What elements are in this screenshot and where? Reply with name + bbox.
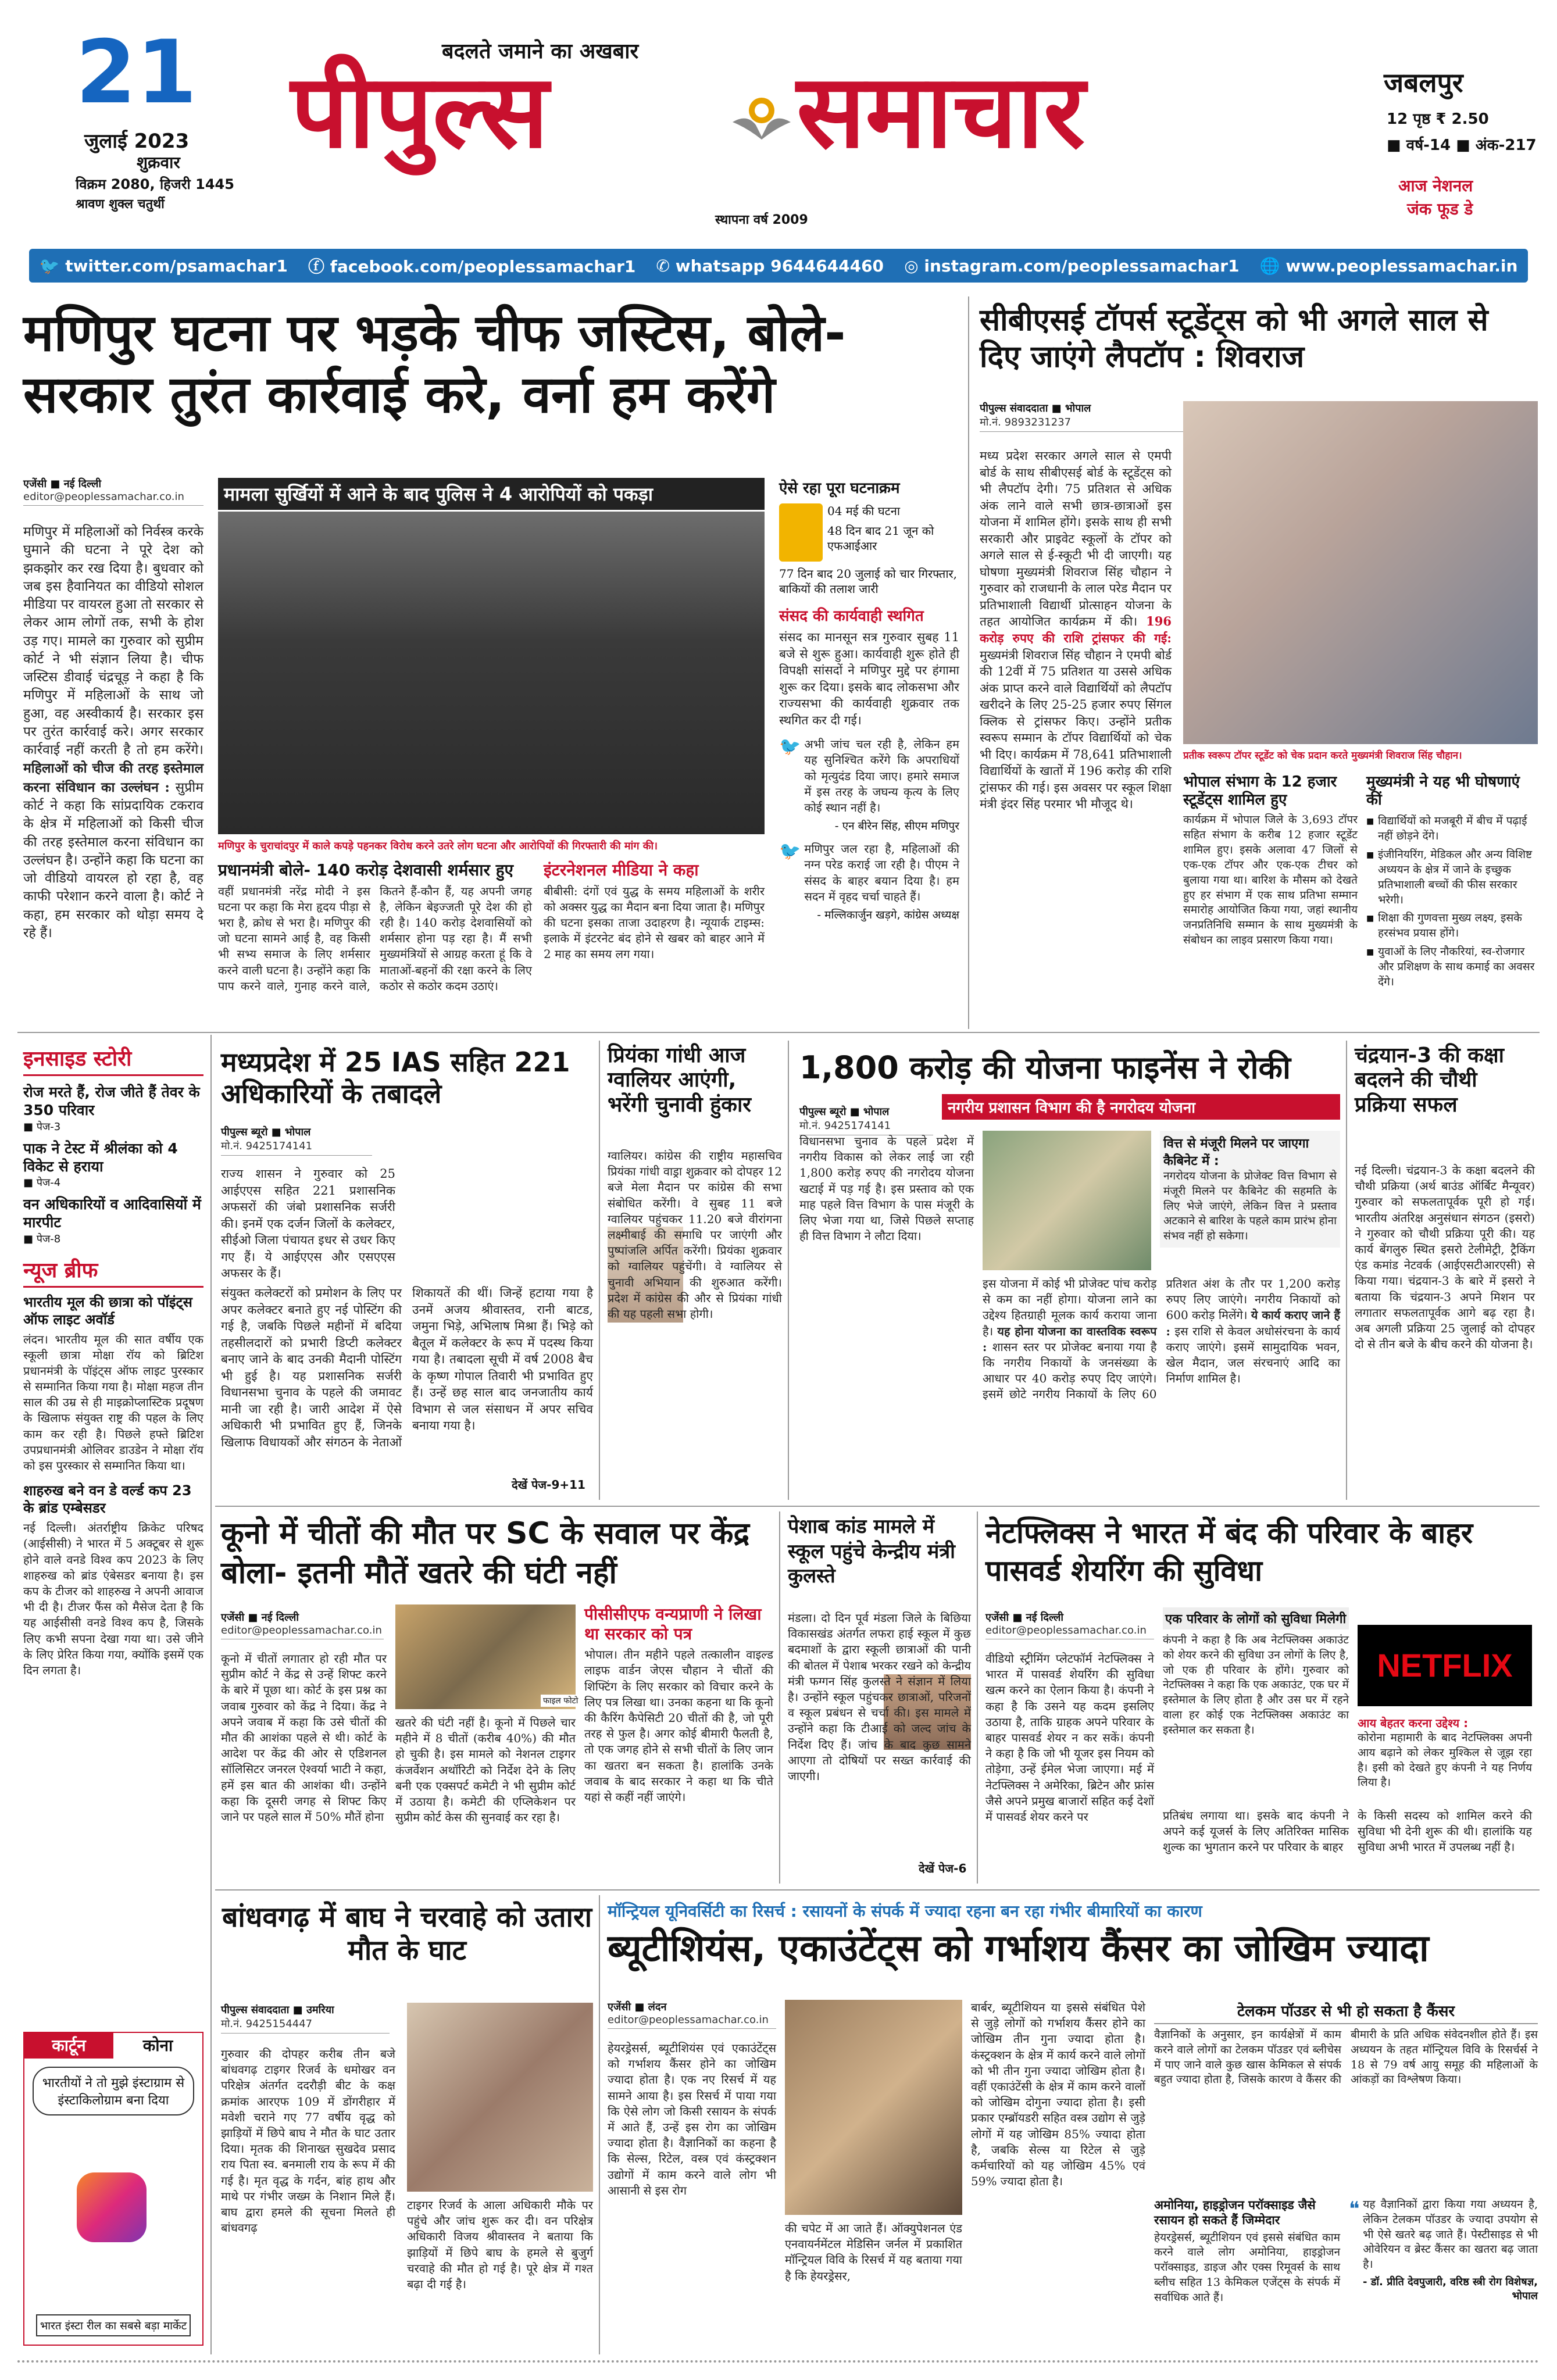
cbse-byline: पीपुल्स संवाददाता ■ भोपाल मो.नं. 9893231237 xyxy=(980,401,1224,432)
talc-box xyxy=(1154,2000,1538,2088)
intl-media-title: इंटरनेशनल मीडिया ने कहा xyxy=(544,860,699,880)
social-bar xyxy=(29,249,1528,283)
cm-announcements-list xyxy=(1366,814,1538,989)
lead-byline: एजेंसी ■ नई दिल्ली editor@peoplessamachar.co.in xyxy=(23,477,203,506)
timeline-box xyxy=(779,477,959,922)
inside-story-title: इनसाइड स्टोरी xyxy=(23,1044,203,1076)
edition-city: जबलपुर xyxy=(1384,67,1463,98)
instagram-icon: ◎ xyxy=(904,256,924,276)
doctor-quote: ❝ यह वैज्ञानिकों द्वारा किया गया अध्ययन है, लेकिन टेलकम पॉउडर के ज्यादा उपयोग से भी ऐसे खतरे बढ़ जाते हैं। पेस्टीसाइड से भी ओवेरियन व ब्रेस्ट कैंसर का खतरा बढ़ जाता है। - डॉ. प्रीति देवपुजारी, वरिष्ठ स्त्री रोग विशेषज्ञ, भोपाल xyxy=(1349,2197,1538,2303)
shravan-tithi: श्रावण शुक्ल चतुर्थी xyxy=(76,197,165,212)
tweet-cm-author: - एन बीरेन सिंह, सीएम मणिपुर xyxy=(834,820,959,833)
inside-item-2[interactable]: पाक ने टेस्ट में श्रीलंका को 4 विकेट से हराया ■ पेज-4 xyxy=(23,1139,178,1189)
pccf-body: भोपाल। तीन महीने पहले तत्कालीन वाइल्ड लाइफ वार्डन जेएस चौहान ने चीतों की शिफ्टिंग के लिए सरकार को विचार करने के लिए पत्र लिखा था। उनका कहना था कि कूनो की कैरिंग कैपेसिटी 20 चीतों की है, जो पूरी तरह से फुल है। अगर कोई बीमारी फैलती है, तो एक जगह होने से सभी चीतों के लिए जान का खतरा बन सकता है। हालांकि उनके जवाब के बाद सरकार ने कहा था कि चीते यहां से कहीं नहीं जाएंगे। xyxy=(584,1648,773,1804)
today-day-name: जंक फूड डे xyxy=(1407,199,1473,219)
pm-title: प्रधानमंत्री बोले- 140 करोड़ देशवासी शर्मसार हुए xyxy=(218,860,514,880)
twitter-link[interactable]: 🐦 twitter.com/psamachar1 xyxy=(39,256,288,276)
intl-media xyxy=(544,860,765,963)
tweet-kharge: मणिपुर जल रहा है, महिलाओं की नग्न परेड कराई जा रही है। पीएम ने संसद के बाहर बयान दिया है। हम सदन में वृहद चर्चा चाहते हैं। xyxy=(804,842,959,903)
peshab-headline: पेशाब कांड मामले में स्कूल पहुंचे केन्द्रीय मंत्री कुलस्ते xyxy=(788,1515,955,1588)
lead-body: मणिपुर में महिलाओं को निर्वस्त्र करके घुमाने की घटना ने पूरे देश को झकझोर कर रख दिया है। बुधवार को जब इस हैवानियत का वीडियो सोशल मीडिया पर वायरल हुआ तो सरकार से लेकर आम लोगों तक, सभी के होश उड़ गए। मामले का गुरुवार को सुप्रीम कोर्ट ने भी संज्ञान लिया है। चीफ जस्टिस डीवाई चंद्रचूड़ ने कहा है कि मणिपुर में महिलाओं के साथ जो हुआ, वह अस्वीकार्य है। सरकार इस पर तुरंत कार्रवाई करे। अगर सरकार कार्रवाई नहीं करती है तो हम करेंगे। महिलाओं को चीज की तरह इस्तेमाल करना संविधान का उल्लंघन : सुप्रीम कोर्ट ने कहा कि सांप्रदायिक टकराव के क्षेत्र में महिलाओं को किसी चीज की तरह इस्तेमाल करना संविधान का उल्लंघन है। उन्होंने कहा कि घटना का जो वीडियो वायरल हो रहा है, वह काफी परेशान करने वाला है। कोर्ट ने कहा, हम सरकार को थोड़ा समय दे रहे हैं। xyxy=(23,524,204,941)
netflix-byline: एजेंसी ■ नई दिल्ली editor@peoplessamachar.co.in xyxy=(985,1610,1154,1639)
ammonia-box: अमोनिया, हाइड्रोजन परॉक्साइड जैसे रसायन हो सकते हैं जिम्मेदार हेयरड्रेसर्स, ब्यूटीशियन एवं इससे संबंधित काम करने वाले लोग अमोनिया, हाइड्रोजन परॉक्साइड, डाइज और एक्स रिमूवर्स के साथ ब्लीच सहित 13 केमिकल एजेंट्स के संपर्क में सर्वाधिक आते हैं। xyxy=(1154,2198,1340,2304)
cancer-kicker: मॉन्ट्रियल यूनिवर्सिटी का रिसर्च : रसायनों के संपर्क में ज्यादा रहना बन रहा गंभीर बीमारियों का कारण xyxy=(608,1902,1202,1921)
victim-photo xyxy=(407,2003,593,2192)
scheme-body: विधानसभा चुनाव के पहले प्रदेश में नगरीय विकास को लेकर लाई जा रही 1,800 करोड़ रुपए की नगरोदय योजना खटाई में पड़ गई है। इस प्रस्ताव को एक माह पहले वित्त विभाग के पास मंजूरी के लिए भेजा गया था, जिसे पिछले सप्ताह ही वित्त विभाग ने लौटा दिया। xyxy=(799,1134,974,1243)
whatsapp-link[interactable]: ✆ whatsapp 9644644460 xyxy=(656,256,884,276)
twitter-icon: 🐦 xyxy=(779,841,801,862)
cheetah-photo xyxy=(395,1604,576,1709)
ias-byline: पीपुल्स ब्यूरो ■ भोपाल मो.नं. 9425174141 xyxy=(221,1125,372,1156)
pm-body: वहीं प्रधानमंत्री नरेंद्र मोदी ने इस घटना पर कहा कि मेरा हृदय पीड़ा से भरा है, क्रोध से भरा है। मणिपुर की जो घटना सामने आई है, वह किसी भी सभ्य समाज के लिए शर्मसार करने वाली घटना है। उन्होंने कहा कि पाप करने वाले, गुनाह करने वाले, कितने हैं-कौन हैं, यह अपनी जगह है, लेकिन बेइज्जती पूरे देश की हो रही है। 140 करोड़ देशवासियों को शर्मसार होना पड़ रहा है। मैं सभी मुख्यमंत्रियों से आग्रह करता हूं कि वे माताओं-बहनों की रक्षा करने के लिए कठोर से कठोर कदम उठाएं। xyxy=(218,884,532,993)
tiger-body-2: टाइगर रिजर्व के आला अधिकारी मौके पर पहुंचे और जांच शुरू कर दी। वन परिक्षेत्र अधिकारी विजय श्रीवास्तव ने बताया कि झाड़ियों में छिपे बाघ के हमले से बुजुर्ग चरवाहे की मौत हो गई है। पूरे क्षेत्र में गश्त बढ़ा दी गई है। xyxy=(407,2198,593,2291)
founded-year: स्थापना वर्ष 2009 xyxy=(715,213,808,227)
cm-announcements xyxy=(1366,773,1538,993)
file-photo-tag: फाइल फोटो xyxy=(541,1695,580,1707)
scheme-body-2: इस योजना में कोई भी प्रोजेक्ट पांच करोड़ से कम का नहीं होगा। योजना लाने का उद्देश्य हितग्राही मूलक कार्य कराया जाना है। यह होना योजना का वास्तविक स्वरूप : शासन स्तर पर प्रोजेक्ट बनाया गया है कि नगरीय निकायों के जनसंख्या के आधार पर 40 करोड़ रुपए दिए जाएंगे। इसमें छोटे नगरीय निकायों के लिए 60 प्रतिशत अंश के तौर पर 1,200 करोड़ रुपए लिए जाएंगे। नगरीय निकायों को 600 करोड़ मिलेंगे। ये कार्य कराए जाने हैं : इस राशि से केवल अधोसंरचना के कार्य कराए जाएंगे। इसमें सामुदायिक भवन, खेल मैदान, जल संरचनाएं आदि का निर्माण शामिल है। xyxy=(983,1277,1341,1402)
cbse-cm-photo xyxy=(1183,401,1538,744)
kuno-body-2: खतरे की घंटी नहीं है। कूनो में पिछले चार महीने में 8 चीतों (करीब 40%) की मौत हो चुकी है। इस मामले को नेशनल टाइगर कंजर्वेशन अथॉरिटी को निर्देश देने के लिए बनी एक एक्सपर्ट कमेटी ने भी सुप्रीम कोर्ट में उठाया है। कमेटी की एप्लिकेशन पर सुप्रीम कोर्ट केस की सुनवाई कर रहा है। xyxy=(395,1716,576,1825)
tweet-cm-manipur: अभी जांच चल रही है, लेकिन हम यह सुनिश्चित करेंगे कि अपराधियों को मृत्युदंड दिया जाए। हमारे समाज में इस तरह के जघन्य कृत्य के लिए कोई स्थान नहीं है। xyxy=(804,737,959,815)
pccf-box xyxy=(584,1604,773,1805)
kuno-headline: कूनो में चीतों की मौत पर SC के सवाल पर केंद्र बोला- इतनी मौतें खतरे की घंटी नहीं xyxy=(221,1516,750,1591)
tiger-byline: पीपुल्स संवाददाता ■ उमरिया मो.नं. 9425154447 xyxy=(221,2003,390,2034)
ias-body-1: राज्य शासन ने गुरुवार को 25 आईएएस सहित 221 प्रशासनिक अफसरों की जंबो प्रशासनिक सर्जरी की। इनमें एक दर्जन जिलों के कलेक्टर, सीईओ जिला पंचायत इधर से उधर किए गए हैं। ये आईएएस और एसएएस अफसर के हैं। xyxy=(221,1167,395,1281)
ias-more[interactable]: देखें पेज-9+11 xyxy=(512,1478,585,1492)
instagram-link[interactable]: ◎ instagram.com/peoplessamachar1 xyxy=(904,256,1240,276)
inside-item-3[interactable]: वन अधिकारियों व आदिवासियों में मारपीट ■ पेज-8 xyxy=(23,1196,201,1245)
paper-title-left: पीपुल्स xyxy=(291,53,549,171)
timeline-item-3: 77 दिन बाद 20 जुलाई को चार गिरफ्तार, बाकियों की तलाश जारी xyxy=(779,567,958,596)
pccf-title: पीसीसीएफ वन्यप्राणी ने लिखा था सरकार को पत्र xyxy=(584,1604,762,1643)
tagline: बदलते जमाने का अखबार xyxy=(442,40,639,63)
brief-2-body: नई दिल्ली। अंतर्राष्ट्रीय क्रिकेट परिषद (आईसीसी) ने भारत में 5 अक्टूबर से शुरू होने वाले वनडे विश्व कप 2023 के लिए शाहरुख को ब्रांड एंबेसडर बनाया है। इस कप के टीजर को शाहरुख ने अपनी आवाज भी दी है। टीजर फैंस को मैसेज देता है कि यह आईसीसी वनडे विश्व कप है, जिसके लिए कभी सपना देखा गया था। उसे जीने के लिए प्रेरित किया गया, क्योंकि इसमें एक दिन लगता है। xyxy=(23,1521,203,1677)
brief-2-title: शाहरुख बने वन डे वर्ल्ड कप 23 के ब्रांड एम्बेसडर xyxy=(23,1482,192,1517)
ias-body-2: संयुक्त कलेक्टरों को प्रमोशन के लिए पर अपर कलेक्टर बनाते हुए नई पोस्टिंग की गई है, जबकि पिछले महीनों में बदिया तहसीलदारों को प्रभारी डिप्टी कलेक्टर बनाए जाने के बाद उनकी मैदानी पोस्टिंग भी हुई है। यह प्रशासनिक सर्जरी विधानसभा चुनाव के पहले की जमावट मानी जा रही है। जारी आदेश में ऐसे अधिकारी भी प्रभावित हुए हैं, जिनके खिलाफ विधायकों और संगठन के नेताओं शिकायतें की थीं। जिन्हें हटाया गया है उनमें अजय श्रीवास्तव, रानी बाटड, जमुना भिड़े, अभिलाष मिश्रा हैं। भिड़े को बैतूल में कलेक्टर के रूप में पदस्थ किया गया है। तबादला सूची में वर्ष 2008 बैच के कृष्ण गोपाल तिवारी भी प्रभावित हुए हैं। उन्हें छह साल बाद जनजातीय कार्य विभाग से जल संसाधन में अपर सचिव बनाया गया है। xyxy=(221,1286,593,1449)
list-item: ■ शिक्षा की गुणवत्ता मुख्य लक्ष्य, इसके हरसंभव प्रयास होंगे। xyxy=(1366,911,1538,941)
timeline-item-2: 48 दिन बाद 21 जून को एफआईआर xyxy=(827,524,934,553)
scheme-headline: 1,800 करोड़ की योजना फाइनेंस ने रोकी xyxy=(799,1049,1291,1086)
parliament-title: संसद की कार्यवाही स्थगित xyxy=(779,607,924,625)
cbse-photo-caption: प्रतीक स्वरूप टॉपर स्टूडेंट को चेक प्रदान करते मुख्यमंत्री शिवराज सिंह चौहान। xyxy=(1183,750,1462,762)
talc-title: टेलकम पॉउडर से भी हो सकता है कैंसर xyxy=(1154,2000,1538,2024)
netflix-box-body: कंपनी ने कहा है कि अब नेटफ्लिक्स अकाउंट को शेयर करने की सुविधा उन लोगों के लिए है, जो एक ही परिवार के होंगे। गुरुवार को नेटफ्लिक्स ने कहा कि एक अकाउंट, एक घर में इस्तेमाल के लिए होता है और उस घर में रहने वाला हर कोई एक नेटफ्लिक्स अकाउंट का इस्तेमाल कर सकता है। xyxy=(1163,1634,1349,1736)
facebook-link[interactable]: ⓕ facebook.com/peoplessamachar1 xyxy=(308,257,636,276)
netflix-body-2: प्रतिबंध लगाया था। इसके बाद कंपनी ने अपने कई यूजर्स के लिए अतिरिक्त मासिक शुल्क का भुगतान करने पर परिवार के बाहर xyxy=(1163,1809,1349,1854)
cartoon-caption: भारत इंस्टा रील का सबसे बड़ा मार्केट xyxy=(36,2314,191,2336)
today-day-label: आज नेशनल xyxy=(1398,176,1473,195)
cancer-body-3: बार्बर, ब्यूटीशियन या इससे संबंधित पेशे से जुड़े लोगों को गर्भाशय कैंसर होने का जोखिम तीन गुना ज्यादा होता है। कंस्ट्रक्शन के क्षेत्र में कार्य करने वाले लोगों को भी तीन गुना ज्यादा जोखिम होता है। वहीं एकाउंटेंसी के क्षेत्र में काम करने वालों को जोखिम दोगुना ज्यादा होता है। इसी प्रकार एम्ब्रॉयडरी सहित वस्त्र उद्योग से जुड़े लोगों में यह जोखिम 85% ज्यादा होता है, जबकि सेल्स या रिटेल से जुड़े कर्मचारियों को यह जोखिम 45% एवं 59% ज्यादा होता है। xyxy=(971,2000,1145,2189)
news-brief-title: न्यूज ब्रीफ xyxy=(23,1255,203,1288)
hair-salon-photo xyxy=(785,2000,962,2215)
priyanka-body: ग्वालियर। कांग्रेस की राष्ट्रीय महासचिव प्रियंका गांधी वाड्रा शुक्रवार को दोपहर 12 बजे मेला मैदान पर कांग्रेस की सभा संबोधित करेंगी। वे सुबह 11 बजे ग्वालियर पहुंचकर 11.20 बजे वीरांगना लक्ष्मीबाई की समाधि पर जाएंगी और पुष्पांजलि अर्पित करेंगी। प्रियंका शुक्रवार को ग्वालियर पहुंचेंगी। वे ग्वालियर से चुनावी अभियान की शुरुआत करेंगी। प्रदेश में कांग्रेस की और से प्रियंका गांधी की यह पहली सभा होगी। xyxy=(608,1149,783,1321)
cartoon-corner xyxy=(23,2032,203,2346)
bhopal-body: कार्यक्रम में भोपाल जिले के 3,693 टॉपर सहित संभाग के करीब 12 हजार स्टूडेंट शामिल हुए। इसके अलावा 47 जिलों से एक-एक टॉपर और एक-एक टीचर को बुलाया गया था। बारिश के मौसम को देखते हुए हर संभाग में एक साथ प्रतिभा सम्मान समारोह आयोजित किया गया, जहां स्थानीय जनप्रतिनिधि सम्मान के साथ मुख्यमंत्री के संबोधन का लाइव प्रसारण किया गया। xyxy=(1183,813,1358,946)
cancer-byline: एजेंसी ■ लंदन editor@peoplessamachar.co.in xyxy=(608,2000,776,2029)
cancer-body-2: की चपेट में आ जाते हैं। ऑक्युपेशनल एंड एनवायर्नमेंटल मेडिसिन जर्नल में प्रकाशित मॉन्ट्रियल विवि के रिसर्च में यह बताया गया है कि हेयरड्रेसर, xyxy=(785,2221,962,2283)
pm-remarks xyxy=(218,860,532,994)
lead-headline: मणिपुर घटना पर भड़के चीफ जस्टिस, बोले- सरकार तुरंत कार्रवाई करे, वर्ना हम करेंगे xyxy=(23,303,846,424)
quote-icon: ❝ xyxy=(1349,2197,1360,2221)
tiger-headline: बांधवगढ़ में बाघ ने चरवाहे को उतारा मौत के घाट xyxy=(222,1901,592,1967)
vikram-samvat: विक्रम 2080, हिजरी 1445 xyxy=(76,176,234,192)
peshab-body: मंडला। दो दिन पूर्व मंडला जिले के बिछिया विकासखंड अंतर्गत लफरा हाई स्कूल में कुछ बदमाशों के द्वारा स्कूली छात्राओं की पानी की बोतल में पेशाब भरकर रखने को केन्द्रीय मंत्री फग्गन सिंह कुलस्ते ने संज्ञान में लिया है। उन्होंने स्कूल पहुंचकर छात्राओं, परिजनों व स्कूल प्रबंधन से चर्चा की। इस मामले में उन्होंने कहा कि टीआई को जल्द जांच के निर्देश दिए हैं। जांच के बाद कुछ सामने आएगा तो दोषियों पर सख्त कार्रवाई की जाएगी। xyxy=(788,1611,971,1783)
kuno-byline: एजेंसी ■ नई दिल्ली editor@peoplessamachar.co.in xyxy=(221,1610,384,1639)
masthead xyxy=(0,0,1557,256)
kuno-body: कूनो में चीतों लगातार हो रही मौत पर सुप्रीम कोर्ट ने केंद्र से उन्हें शिफ्ट करने के बारे में पूछा था। कोर्ट के इस प्रश्न का जवाब गुरुवार को केंद्र ने दिया। केंद्र ने अपने जवाब में कहा कि उसे चीतों की मौत की आशंका पहले से थी। कोर्ट के आदेश पर केंद्र की ओर से एडिशनल सॉलिसिटर जनरल ऐश्वर्या भाटी ने कहा, हमें इस बात की आशंका थी। उन्होंने कहा कि दूसरी जगह से शिफ्ट किए जाने पर पहले साल में 50% मौतें होना xyxy=(221,1652,387,1824)
cancer-headline: ब्यूटीशियंस, एकाउंटेंट्स को गर्भाशय कैंसर का जोखिम ज्यादा xyxy=(608,1927,1429,1970)
moon-body: नई दिल्ली। चंद्रयान-3 के कक्षा बदलने की चौथी प्रक्रिया (अर्थ बाउंड ऑर्बिट मैन्यूवर) गुरुवार को सफलतापूर्वक पूरी हो गई। भारतीय अंतरिक्ष अनुसंधान संगठन (इसरो) ने गुरुवार को चौथी प्रक्रिया पूरी की। यह कार्य बेंगलुरु स्थित इसरो टेलीमेट्री, ट्रैकिंग एंड कमांड नेटवर्क (आईएसटीआरएसी) से किया गया। चंद्रयान-3 के बारे में इसरो ने बताया कि चंद्रयान-3 अपने मिशन पर लगातार सफलतापूर्वक आगे बढ़ रहा है। अब अगली प्रक्रिया 25 जुलाई को दोपहर दो से तीन बजे के बीच करने की योजना है। xyxy=(1355,1163,1535,1352)
netflix-body: वीडियो स्ट्रीमिंग प्लेटफॉर्म नेटफ्लिक्स ने भारत में पासवर्ड शेयरिंग की सुविधा खत्म करने का ऐलान किया है। कंपनी ने कहा है कि उसने यह कदम इसलिए उठाया है, ताकि ग्राहक अपने परिवार के बाहर पासवर्ड शेयर न कर सकें। कंपनी ने कहा है कि जो भी यूजर इस नियम को तोड़ेगा, उन्हें ईमेल भेजा जाएगा। मई में नेटफ्लिक्स ने अमेरिका, ब्रिटेन और फ्रांस जैसे अपने प्रमुख बाजारों सहित कई देशों में पासवर्ड शेयर करने पर xyxy=(985,1652,1154,1824)
cartoon-speech: भारतीयों ने तो मुझे इंस्टाग्राम से इंस्टाकिलोग्राम बना दिया xyxy=(33,2067,194,2115)
priyanka-headline: प्रियंका गांधी आज ग्वालियर आएंगी, भरेंगी चुनावी हुंकार xyxy=(608,1044,752,1117)
twitter-icon: 🐦 xyxy=(779,737,801,757)
corner-label: कोना xyxy=(142,2036,173,2055)
bottom-rule xyxy=(17,2360,1540,2366)
cbse-headline: सीबीएसई टॉपर्स स्टूडेंट्स को भी अगले साल से दिए जाएंगे लैपटॉप : शिवराज xyxy=(980,303,1488,375)
scheme-subhead: नगरीय प्रशासन विभाग की है नगरोदय योजना xyxy=(942,1094,1340,1120)
paper-title-right: समाचार xyxy=(797,53,1085,171)
brief-1-title: भारतीय मूल की छात्रा को पॉइंट्स ऑफ लाइट अवॉर्ड xyxy=(23,1293,192,1328)
instagram-character-icon xyxy=(77,2172,147,2242)
timeline-item-1: 04 मई की घटना xyxy=(827,504,901,518)
parliament-body: संसद का मानसून सत्र गुरुवार सुबह 11 बजे से शुरू हुआ। कार्यवाही शुरू होते ही विपक्षी सांसदों ने मणिपुर मुद्दे पर हंगामा शुरू कर दिया। इसके बाद लोकसभा और राज्यसभा की कार्यवाही शुक्रवार तक स्थगित कर दी गई। xyxy=(779,630,959,727)
netflix-body-3: के किसी सदस्य को शामिल करने की सुविधा भी देनी शुरू की थी। हालांकि यह सुविधा अभी भारत में उपलब्ध नहीं है। xyxy=(1358,1809,1532,1854)
cartoon-label: कार्टून xyxy=(24,2033,113,2059)
list-item: ■ इंजीनियरिंग, मेडिकल और अन्य विशिष्ट अध्ययन के क्षेत्र में जाने के इच्छुक प्रतिभाशाली बच्चों की फीस सरकार भरेगी। xyxy=(1366,848,1538,907)
date-month: जुलाई 2023 xyxy=(84,130,190,153)
netflix-headline: नेटफ्लिक्स ने भारत में बंद की परिवार के बाहर पासवर्ड शेयरिंग की सुविधा xyxy=(985,1516,1473,1588)
peshab-more[interactable]: देखें पेज-6 xyxy=(919,1861,967,1875)
inside-item-1[interactable]: रोज मरते हैं, रोज जीते हैं तेवर के 350 परिवार ■ पेज-3 xyxy=(23,1084,200,1133)
bhopal-division xyxy=(1183,773,1358,948)
tweet-kharge-author: - मल्लिकार्जुन खड़गे, कांग्रेस अध्यक्ष xyxy=(817,908,959,921)
bhopal-title: भोपाल संभाग के 12 हजार स्टूडेंट्स शामिल हुए xyxy=(1183,773,1337,809)
inside-story xyxy=(23,1044,203,1678)
scheme-byline: पीपुल्स ब्यूरो ■ भोपाल मो.नं. 9425174141 xyxy=(799,1105,933,1135)
netflix-box xyxy=(1163,1607,1349,1738)
issue-number: ■ वर्ष-14 ■ अंक-217 xyxy=(1387,137,1537,154)
scheme-box: वित्त से मंजूरी मिलने पर जाएगा कैबिनेट में : नगरोदय योजना के प्रोजेक्ट वित्त विभाग से मंजूरी मिलने पर कैबिनेट की सहमति के लिए भेजे जाएंगे, लेकिन वित्त ने प्रस्ताव अटकाने से बारिश के पहले काम प्रारंभ होना संभव नहीं हो सकेगा। xyxy=(1160,1131,1340,1248)
netflix-tip: आय बेहतर करना उद्देश्य : कोरोना महामारी के बाद नेटफ्लिक्स अपनी आय बढ़ाने को लेकर मुश्किल से जूझ रहा है। इसी को देखते हुए कंपनी ने यह निर्णय लिया है। xyxy=(1358,1716,1532,1789)
netflix-logo: NETFLIX xyxy=(1358,1625,1532,1706)
cancer-body: हेयरड्रेसर्स, ब्यूटीशियंस एवं एकाउंटेंट्स को गर्भाशय कैंसर होने का जोखिम ज्यादा होता है। एक नए रिसर्च में यह सामने आया है। इस रिसर्च में पाया गया कि ऐसे लोग जो किसी रसायन के संपर्क में आते हैं, उन्हें इस रोग का जोखिम ज्यादा होता है। वैज्ञानिकों का कहना है कि सेल्स, रिटेल, वस्त्र एवं कंस्ट्रक्शन उद्योगों में काम करने वाले लोग भी आसानी से इस रोग xyxy=(608,2041,776,2197)
paper-logo-emblem xyxy=(730,81,794,145)
date-day: 21 xyxy=(76,22,197,123)
ias-headline: मध्यप्रदेश में 25 IAS सहित 221 अधिकारियों के तबादले xyxy=(221,1046,570,1110)
globe-icon: 🌐 xyxy=(1259,256,1286,276)
tiger-body: गुरुवार की दोपहर करीब तीन बजे बांधवगढ़ टाइगर रिजर्व के धमोखर वन परिक्षेत्र अंतर्गत ददरौड़ी बीट के कक्ष क्रमांक आरएफ 109 में डोंगरीहार में मवेशी चराने गए 77 वर्षीय वृद्ध को झाड़ियों में छिपे बाघ ने मौत के घाट उतार दिया। मृतक की शिनाख्त सुखदेव प्रसाद राय पिता स्व. बनमाली राय के रूप में की गई है। मृत वृद्ध के गर्दन, बांह हाथ और माथे पर गंभीर जख्म के निशान मिले हैं। बाघ द्वारा हमले की सूचना मिलते ही बांधवगढ़ xyxy=(221,2047,395,2235)
list-item: ■ विद्यार्थियों को मजबूरी में बीच में पढ़ाई नहीं छोड़ने देंगे। xyxy=(1366,814,1538,844)
brief-1-body: लंदन। भारतीय मूल की सात वर्षीय एक स्कूली छात्रा मोक्षा रॉय को ब्रिटिश प्रधानमंत्री के पॉइंट्स ऑफ लाइट पुरस्कार से सम्मानित किया गया है। मोक्षा महज तीन साल की उम्र से ही माइक्रोप्लास्टिक प्रदूषण के खिलाफ संयुक्त राष्ट्र की पहल के लिए काम कर रही है। पिछले हफ्ते ब्रिटिश उपप्रधानमंत्री ओलिवर डाउडेन ने मोक्षा रॉय को इस पुरस्कार से सम्मानित किया था। xyxy=(23,1332,203,1473)
intl-media-body: बीबीसी: दंगों एवं युद्ध के समय महिलाओं के शरीर को अक्सर युद्ध का मैदान बना दिया जाता है। मणिपुर की घटना इसका ताजा उदाहरण है। न्यूयार्क टाइम्स: इलाके में इंटरनेट बंद होने से खबर को बाहर आने में 2 माह का समय लग गया। xyxy=(544,884,765,962)
list-item: ■ युवाओं के लिए नौकरियां, स्व-रोजगार और प्रशिक्षण के साथ कमाई का अवसर देंगे। xyxy=(1366,945,1538,989)
twitter-icon: 🐦 xyxy=(39,256,66,276)
whatsapp-icon: ✆ xyxy=(656,256,676,276)
page-price: 12 पृष्ठ ₹ 2.50 xyxy=(1387,110,1489,128)
woman-silhouette-icon xyxy=(779,503,823,562)
weekday: शुक्रवार xyxy=(137,153,180,172)
lead-photo-title: मामला सुर्खियों में आने के बाद पुलिस ने 4 आरोपियों को पकड़ा xyxy=(218,478,765,510)
timeline-title: ऐसे रहा पूरा घटनाक्रम xyxy=(779,480,900,497)
facebook-icon: ⓕ xyxy=(308,257,330,276)
lead-photo-caption: मणिपुर के चुराचांदपुर में काले कपड़े पहनकर विरोध करने उतरे लोग घटना और आरोपियों की गिरफ्तारी की मांग की। xyxy=(218,840,658,852)
cbse-body: मध्य प्रदेश सरकार अगले साल से एमपी बोर्ड के साथ सीबीएसई बोर्ड के स्टूडेंट्स को भी लैपटॉप देगी। 75 प्रतिशत से अधिक अंक लाने वाले सभी छात्र-छात्राओं इस योजना में शामिल होंगे। इसके साथ ही सभी सरकारी और प्राइवेट स्कूलों के टॉपर को अगले साल से ई-स्कूटी भी दी जाएगी। यह घोषणा मुख्यमंत्री शिवराज सिंह चौहान ने गुरुवार को राजधानी के लाल परेड मैदान पर प्रतिभाशाली विद्यार्थी प्रोत्साहन योजना के तहत आयोजित कार्यक्रम में की। 196 करोड़ रुपए की राशि ट्रांसफर की गई: मुख्यमंत्री शिवराज सिंह चौहान ने एमपी बोर्ड की 12वीं में 75 प्रतिशत या उससे अधिक अंक प्राप्त करने वाले विद्यार्थियों को लैपटॉप खरीदने के लिए 25-25 हजार रुपए सिंगल क्लिक से ट्रांसफर किए। उन्होंने प्रतीक स्वरूप सम्मान के टॉपर विद्यार्थियों को चेक भी दिए। कार्यक्रम में 78,641 प्रतिभाशाली विद्यार्थियों के खातों में 196 करोड़ की राशि ट्रांसफर की गई। इस अवसर पर स्कूल शिक्षा मंत्री इंदर सिंह परमार भी मौजूद थे। xyxy=(980,449,1172,812)
website-link[interactable]: 🌐 www.peoplessamachar.in xyxy=(1259,256,1518,276)
lead-protest-photo xyxy=(218,512,765,834)
moon-headline: चंद्रयान-3 की कक्षा बदलने की चौथी प्रक्रिया सफल xyxy=(1355,1044,1504,1117)
netflix-box-title: एक परिवार के लोगों को सुविधा मिलेगी xyxy=(1163,1607,1349,1629)
talc-body: वैज्ञानिकों के अनुसार, इन कार्यक्षेत्रों में काम करने वाले लोगों का टेलकम पॉउडर एवं ब्लीचेस में पाए जाने वाले कुछ खास केमिकल से संपर्क बहुत ज्यादा होता है, जिसके कारण वे कैंसर की बीमारी के प्रति अधिक संवेदनशील होते हैं। इस अध्ययन के तहत मॉन्ट्रियल विवि के रिसर्चर्स ने 18 से 79 वर्ष आयु समूह की महिलाओं के आंकड़ों का विश्लेषण किया। xyxy=(1154,2028,1538,2086)
cm-announcements-title: मुख्यमंत्री ने यह भी घोषणाएं कीं xyxy=(1366,773,1520,809)
cash-bundles-photo xyxy=(983,1131,1151,1270)
